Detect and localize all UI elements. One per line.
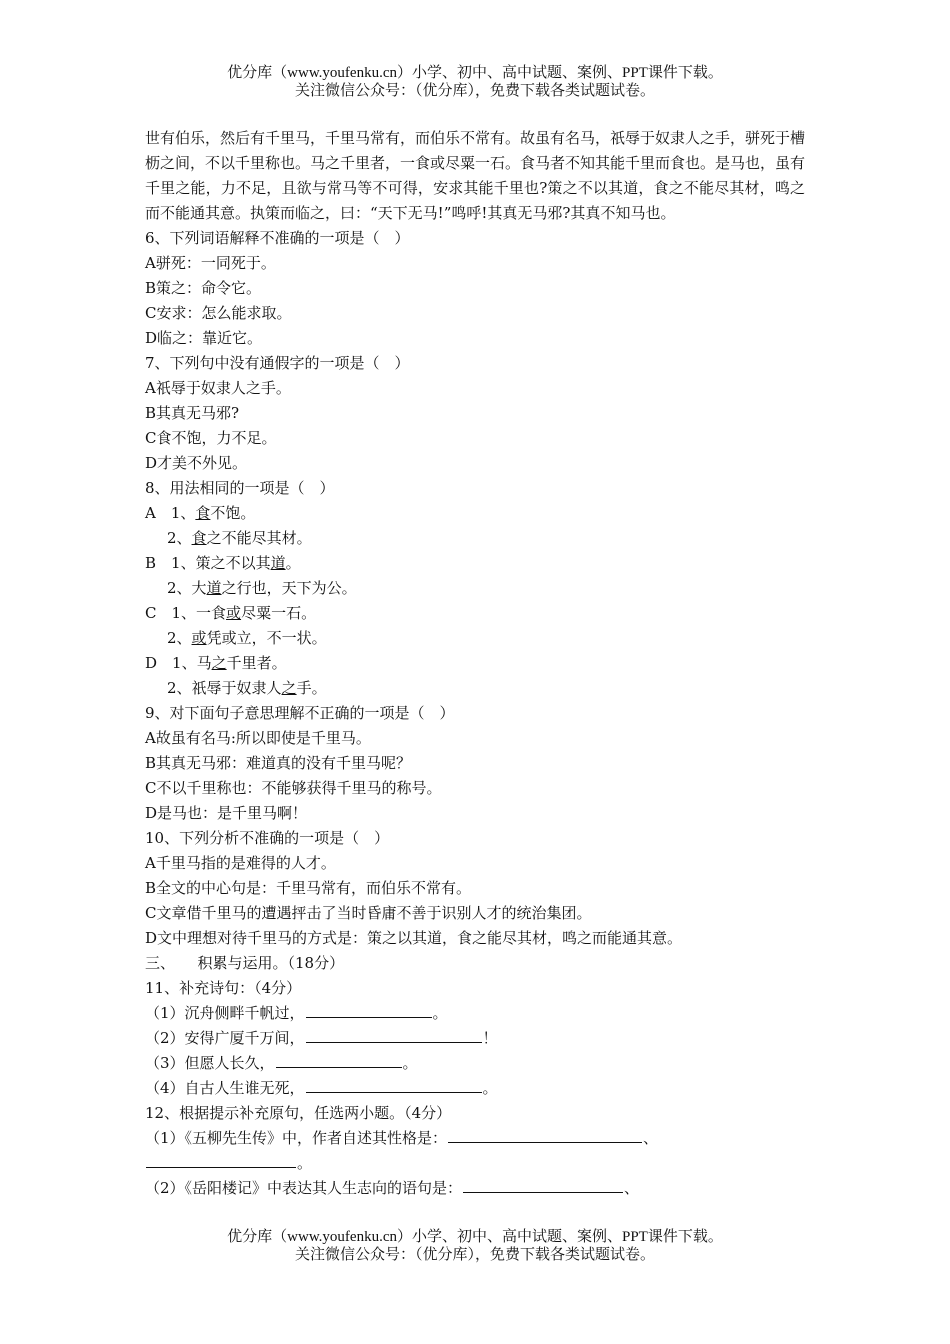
underlined-word: 道 <box>206 579 222 597</box>
page-footer <box>0 1228 950 1264</box>
q10-option-b: B全文的中心句是：千里马常有，而伯乐不常有。 <box>145 879 472 897</box>
q9-option-b: B其真无马邪：难道真的没有千里马呢？ <box>145 754 412 772</box>
question-11-stem: 11、补充诗句：（4分） <box>145 979 302 997</box>
q9-option-d: D是马也：是千里马啊！ <box>145 804 308 822</box>
q6-option-d: D临之：靠近它。 <box>145 329 263 347</box>
q6-option-a: A骈死：一同死于。 <box>145 254 276 272</box>
underlined-word: 之 <box>281 679 297 697</box>
q10-option-d: D文中理想对待千里马的方式是：策之以其道，食之能尽其材，鸣之而能通其意。 <box>145 929 683 947</box>
question-7-stem: 7、下列句中没有通假字的一项是（ ） <box>145 354 410 372</box>
q8-option-a-2: 2、食之不能尽其材。 <box>167 529 312 547</box>
q8-option-b-1: B 1、策之不以其道。 <box>145 554 301 572</box>
answer-blank[interactable] <box>276 1053 402 1068</box>
question-10-stem: 10、下列分析不准确的一项是（ ） <box>145 829 390 847</box>
q9-option-c: C不以千里称也：不能够获得千里马的称号。 <box>145 779 442 797</box>
footer-line-1: 优分库（www.youfenku.cn）小学、初中、高中试题、案例、PPT课件下载。 <box>227 1229 723 1245</box>
q11-item-1: （1）沉舟侧畔千帆过， 。 <box>145 1004 448 1022</box>
q11-item-2: （2）安得广厦千万间， ！ <box>145 1029 498 1047</box>
q12-item-1: （1）《五柳先生传》中，作者自述其性格是： 、 <box>145 1129 659 1147</box>
q10-option-c: C文章借千里马的遭遇抨击了当时昏庸不善于识别人才的统治集团。 <box>145 904 592 922</box>
exam-content <box>145 126 805 1201</box>
q12-item-2: （2）《岳阳楼记》中表达其人生志向的语句是： 、 <box>145 1179 640 1197</box>
q9-option-a: A故虽有名马:所以即使是千里马。 <box>145 729 371 747</box>
q11-item-3: （3）但愿人长久， 。 <box>145 1054 418 1072</box>
q10-option-a: A千里马指的是难得的人才。 <box>145 854 336 872</box>
q8-option-c-1: C 1、一食或尽粟一石。 <box>145 604 317 622</box>
q7-option-a: A祇辱于奴隶人之手。 <box>145 379 291 397</box>
question-12-stem: 12、根据提示补充原句，任选两小题。（4分） <box>145 1104 452 1122</box>
q7-option-c: C食不饱，力不足。 <box>145 429 277 447</box>
underlined-word: 或 <box>191 629 207 647</box>
underlined-word: 道 <box>270 554 286 572</box>
q6-option-c: C安求：怎么能求取。 <box>145 304 292 322</box>
answer-blank[interactable] <box>306 1028 482 1043</box>
q8-option-d-2: 2、祇辱于奴隶人之手。 <box>167 679 327 697</box>
q12-item-1-cont: 。 <box>145 1151 805 1176</box>
answer-blank[interactable] <box>448 1128 642 1143</box>
q8-option-b-2: 2、大道之行也，天下为公。 <box>167 579 357 597</box>
question-9-stem: 9、对下面句子意思理解不正确的一项是（ ） <box>145 704 455 722</box>
underlined-word: 食 <box>191 529 207 547</box>
q8-option-a-1: A 1、食不饱。 <box>145 504 256 522</box>
question-8-stem: 8、用法相同的一项是（ ） <box>145 479 335 497</box>
header-line-2: 关注微信公众号：（优分库），免费下载各类试题试卷。 <box>294 83 655 99</box>
answer-blank[interactable] <box>463 1178 623 1193</box>
section-3-heading: 三、 积累与运用。（18分） <box>145 954 345 972</box>
q7-option-d: D才美不外见。 <box>145 454 248 472</box>
answer-blank[interactable] <box>306 1003 432 1018</box>
q8-option-c-2: 2、或凭或立，不一状。 <box>167 629 327 647</box>
q8-option-d-1: D 1、马之千里者。 <box>145 654 287 672</box>
answer-blank[interactable] <box>146 1153 296 1168</box>
footer-line-2: 关注微信公众号：（优分库），免费下载各类试题试卷。 <box>294 1247 655 1263</box>
q11-item-4: （4）自古人生谁无死， 。 <box>145 1079 498 1097</box>
q6-option-b: B策之：命令它。 <box>145 279 262 297</box>
q7-option-b: B其真无马邪? <box>145 404 240 422</box>
question-6-stem: 6、下列词语解释不准确的一项是（ ） <box>145 229 410 247</box>
reading-passage: 世有伯乐，然后有千里马，千里马常有，而伯乐不常有。故虽有名马，祇辱于奴隶人之手，骈死于槽枥之间，不以千里称也。马之千里者，一食或尽粟一石。食马者不知其能千里而食也。是马也，虽有千里之能，力不足，且欲与常马等不可得，安求其能千里也?策之不以其道，食之不能尽其材，鸣之而不能通其意。执策而临之，曰：“天下无马!”鸣呼!其真无马邪?其真不知马也。 <box>145 129 806 222</box>
page-header <box>0 64 950 100</box>
underlined-word: 之 <box>211 654 227 672</box>
answer-blank[interactable] <box>306 1078 482 1093</box>
underlined-word: 食 <box>195 504 211 522</box>
header-line-1: 优分库（www.youfenku.cn）小学、初中、高中试题、案例、PPT课件下载。 <box>227 65 723 81</box>
underlined-word: 或 <box>226 604 242 622</box>
